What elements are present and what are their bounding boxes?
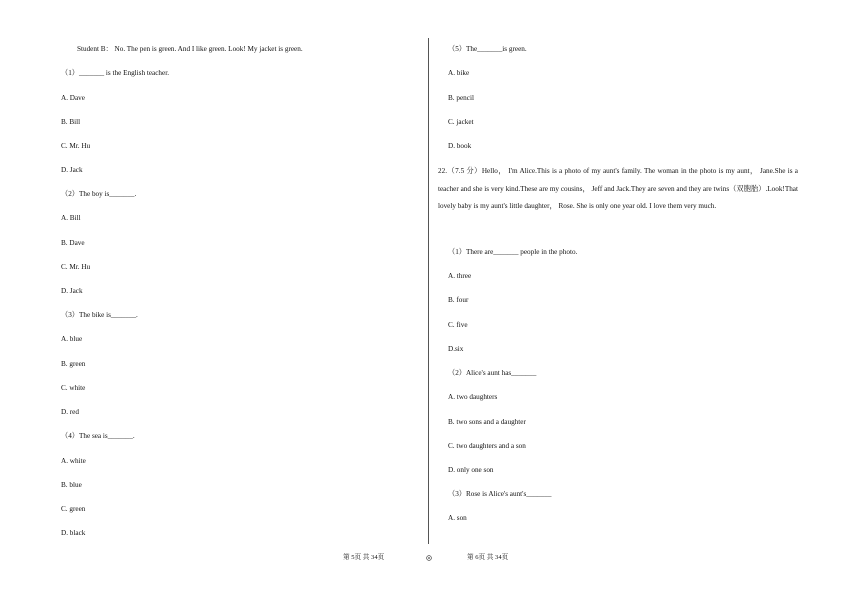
question-3-option-c: C. white [61, 384, 86, 392]
question-2-option-b: B. Dave [61, 239, 85, 247]
question-1-option-d: D. Jack [61, 166, 83, 174]
question-2-stem: （2）The boy is_______. [61, 190, 137, 198]
passage-question-1-option-b: B. four [448, 296, 469, 304]
question-4-option-d: D. black [61, 529, 86, 537]
question-5-option-c: C. jacket [448, 118, 474, 126]
question-3-stem: （3）The bike is_______. [61, 311, 138, 319]
passage-question-1-option-c: C. five [448, 321, 468, 329]
question-2-option-a: A. Bill [61, 214, 81, 222]
question-3-option-a: A. blue [61, 335, 83, 343]
question-3-option-d: D. red [61, 408, 79, 416]
passage-question-2-option-d: D. only one son [448, 466, 494, 474]
question-1-option-a: A. Dave [61, 94, 85, 102]
dialog-line: Student B： No. The pen is green. And I like green. Look! My jacket is green. [77, 45, 303, 53]
question-1-option-b: B. Bill [61, 118, 81, 126]
column-divider [428, 38, 429, 544]
question-4-stem: （4）The sea is_______. [61, 432, 135, 440]
passage-question-1-option-d: D.six [448, 345, 464, 353]
question-5-option-b: B. pencil [448, 94, 474, 102]
passage-question-3-option-a: A. son [448, 514, 467, 522]
passage-question-1-stem: （1）There are_______ people in the photo. [448, 248, 578, 256]
passage-question-2-option-b: B. two sons and a daughter [448, 418, 526, 426]
question-3-option-b: B. green [61, 360, 86, 368]
question-5-option-d: D. book [448, 142, 472, 150]
question-5-option-a: A. bike [448, 69, 470, 77]
passage-question-2-option-c: C. two daughters and a son [448, 442, 526, 450]
question-1-option-c: C. Mr. Hu [61, 142, 91, 150]
question-2-option-c: C. Mr. Hu [61, 263, 91, 271]
binder-hole-icon [426, 555, 432, 561]
question-4-option-c: C. green [61, 505, 86, 513]
question-5-stem: （5）The_______is green. [448, 45, 527, 53]
passage-22: 22.（7.5 分）Hello， I'm Alice.This is a photo of my aunt's family. The woman in the photo is my aunt， Jane.She is a teacher and she is very kind.These are my cousins， Jeff and Jack.They are seven and they are twins（双胞胎）.Look!That lovely baby is my aunt's little daughter， Rose. She is only one year old. I love them very much. [438, 167, 798, 210]
passage-question-2-stem: （2）Alice's aunt has_______ [448, 369, 537, 377]
question-4-option-a: A. white [61, 457, 86, 465]
footer-left-page-number: 第 5页 共 34页 [343, 554, 385, 561]
passage-question-2-option-a: A. two daughters [448, 393, 498, 401]
question-4-option-b: B. blue [61, 481, 82, 489]
footer-right-page-number: 第 6页 共 34页 [467, 554, 509, 561]
passage-question-1-option-a: A. three [448, 272, 472, 280]
question-2-option-d: D. Jack [61, 287, 83, 295]
question-1-stem: （1）_______ is the English teacher. [61, 69, 169, 77]
passage-question-3-stem: （3）Rose is Alice's aunt's_______ [448, 490, 552, 498]
